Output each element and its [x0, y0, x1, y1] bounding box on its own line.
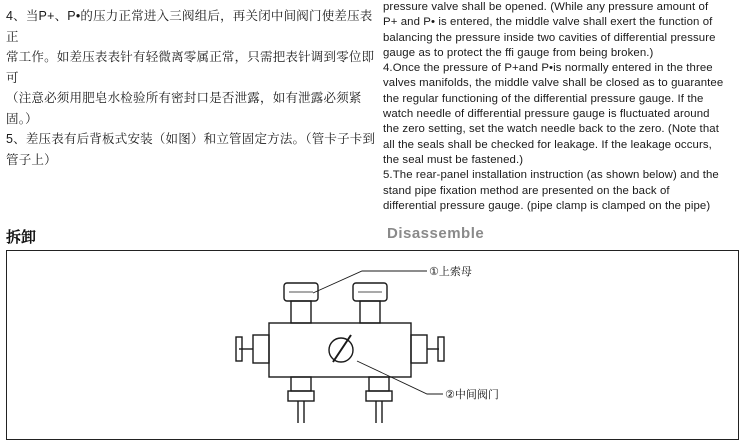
top-right-cap-nut — [353, 283, 387, 323]
zh-para5-line1: 5、差压表有后背板式安装（如图）和立管固定方法。（管卡子卡到 — [6, 132, 376, 146]
bottom-left-fitting — [288, 377, 314, 423]
en-line: the regular functioning of the differential pressure gauge. If the — [383, 92, 704, 105]
middle-valve-handle — [329, 335, 353, 362]
en-line: differential pressure gauge. (pipe clamp is clamped on the pipe) — [383, 199, 711, 212]
english-instructions — [383, 0, 748, 214]
right-side-valve — [411, 335, 444, 363]
en-line: all the seals shall be checked for leakage. If the leakage occurs, — [383, 138, 712, 151]
en-line: the zero setting, set the watch needle back to the zero. (Note that — [383, 123, 719, 136]
top-left-cap-nut — [284, 283, 318, 323]
callout-1-leader — [313, 271, 427, 293]
en-line: 5.The rear-panel installation instruction (as shown below) and the — [383, 169, 719, 182]
chinese-instructions — [6, 6, 376, 170]
zh-para4-line3: （注意必须用肥皂水检验所有密封口是否泄露，如有泄露必须紧固。） — [6, 91, 362, 126]
en-line: stand pipe fixation method are presented on the back of — [383, 184, 670, 197]
valve-manifold-diagram — [6, 250, 739, 440]
en-line: P+ and P• is entered, the middle valve shall exert the function of — [383, 16, 713, 29]
manifold-drawing — [7, 251, 739, 440]
bottom-right-fitting — [366, 377, 392, 423]
zh-para4-line1: 4、当P+、P•的压力正常进入三阀组后，再关闭中间阀门使差压表正 — [6, 9, 373, 44]
en-line: 4.Once the pressure of P+and P•is normally entered in the three — [383, 62, 713, 75]
en-line: pressure valve shall be opened. (While any pressure amount of — [383, 1, 709, 13]
section-heading-en: Disassemble — [387, 225, 485, 242]
zh-para5-line2: 管子上） — [6, 152, 57, 167]
en-line: valves manifolds, the middle valve shall be closed as to guarantee — [383, 77, 724, 90]
en-line: the seal must be fastened.) — [383, 153, 524, 166]
en-line: balancing the pressure inside two cavities of differential pressure — [383, 31, 716, 44]
callout-2-label: ②中间阀门 — [445, 389, 499, 401]
en-line: watch needle of differential pressure gauge is fluctuated around — [383, 108, 710, 121]
callout-1-label: ①上索母 — [429, 266, 472, 278]
zh-para4-line2: 常工作。如差压表表针有轻微离零属正常，只需把表针调到零位即可 — [6, 50, 375, 85]
section-heading-zh: 拆卸 — [6, 229, 37, 246]
left-side-valve — [236, 335, 269, 363]
en-line: gauge as to protect the ffi gauge from being broken.) — [383, 46, 654, 59]
